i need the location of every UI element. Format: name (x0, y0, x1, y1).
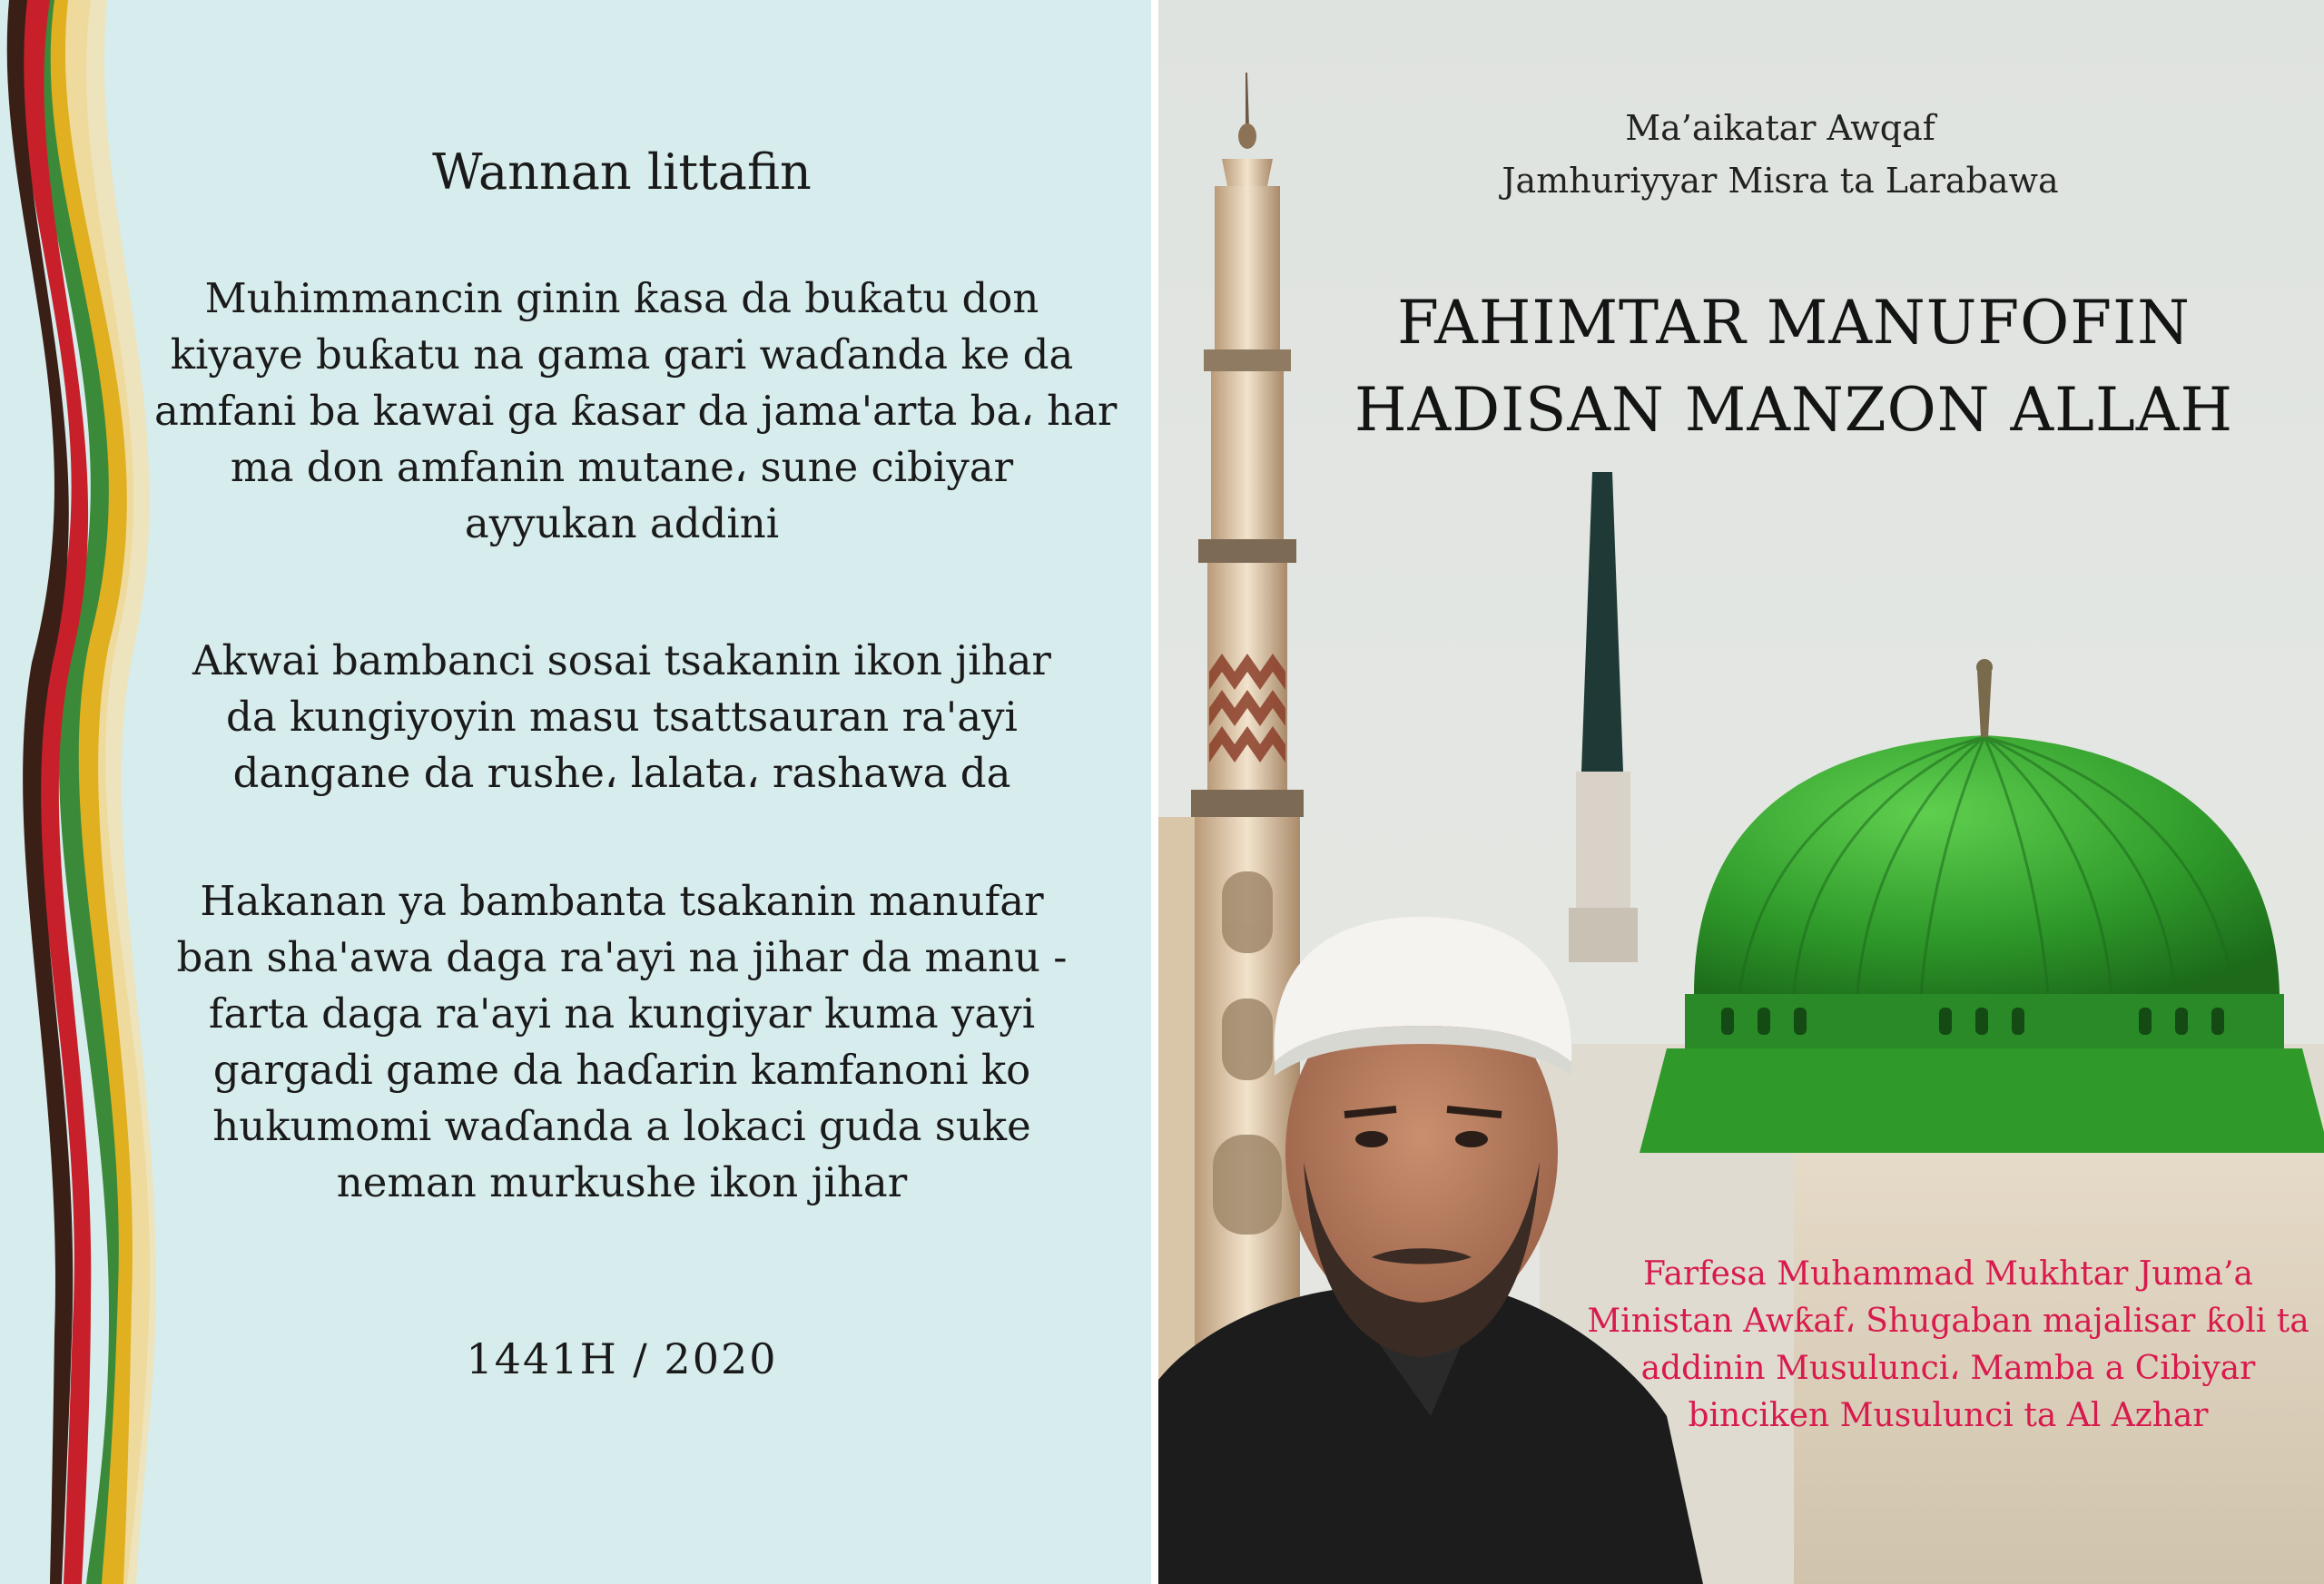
author-credit (1576, 1251, 2320, 1440)
paragraph-line: Muhimmancin ginin ƙasa da buƙatu don (204, 274, 1039, 322)
paragraph-2 (154, 633, 1089, 802)
back-cover-text (154, 0, 1118, 1584)
paragraph-line: da kungiyoyin masu tsattsauran ra'ayi (226, 693, 1018, 741)
paragraph-line: ayyukan addini (464, 499, 780, 547)
book-title (1299, 280, 2289, 454)
paragraph-3 (154, 873, 1089, 1211)
publisher-line-1: Ma’aikatar Awqaf (1625, 108, 1935, 148)
author-line: addinin Musulunci، Mamba a Cibiyar (1640, 1350, 2256, 1387)
paragraph-line: dangane da rushe، lalata، rashawa da (232, 749, 1011, 797)
title-line-1: FAHIMTAR MANUFOFIN (1397, 288, 2191, 358)
paragraph-1 (154, 271, 1118, 552)
paragraph-line: Akwai bambanci sosai tsakanin ikon jihar (192, 636, 1051, 684)
spine-gap (1151, 0, 1158, 1584)
paragraph-line: amfani ba kawai ga ƙasar da jama'arta ba، har (154, 387, 1118, 435)
front-cover (1158, 0, 2324, 1584)
paragraph-line: ban sha'awa daga ra'ayi na jihar da manu - (176, 933, 1068, 981)
publisher-line-2: Jamhuriyyar Misra ta Larabawa (1502, 161, 2059, 201)
paragraph-line: neman murkushe ikon jihar (336, 1158, 908, 1206)
author-line: binciken Musulunci ta Al Azhar (1688, 1397, 2209, 1434)
paragraph-line: gargadi game da haɗarin kamfanoni ko (212, 1046, 1031, 1094)
paragraph-line: ma don amfanin mutane، sune cibiyar (230, 443, 1014, 491)
author-line: Farfesa Muhammad Mukhtar Juma’a (1643, 1255, 2253, 1293)
paragraph-line: hukumomi waɗanda a lokaci guda suke (212, 1102, 1031, 1150)
paragraph-line: Hakanan ya bambanta tsakanin manufar (200, 877, 1044, 925)
title-line-2: HADISAN MANZON ALLAH (1354, 375, 2234, 445)
paragraph-line: farta daga ra'ayi na kungiyar kuma yayi (208, 989, 1036, 1038)
paragraph-line: kiyaye buƙatu na gama gari waɗanda ke da (170, 330, 1074, 379)
author-line: Ministan Awƙaf، Shugaban majalisar ƙoli ta (1587, 1303, 2309, 1340)
back-heading: Wannan littafin (432, 143, 812, 201)
back-cover (0, 0, 1151, 1584)
publisher (1417, 102, 2143, 207)
publication-year: 1441H / 2020 (466, 1334, 778, 1383)
